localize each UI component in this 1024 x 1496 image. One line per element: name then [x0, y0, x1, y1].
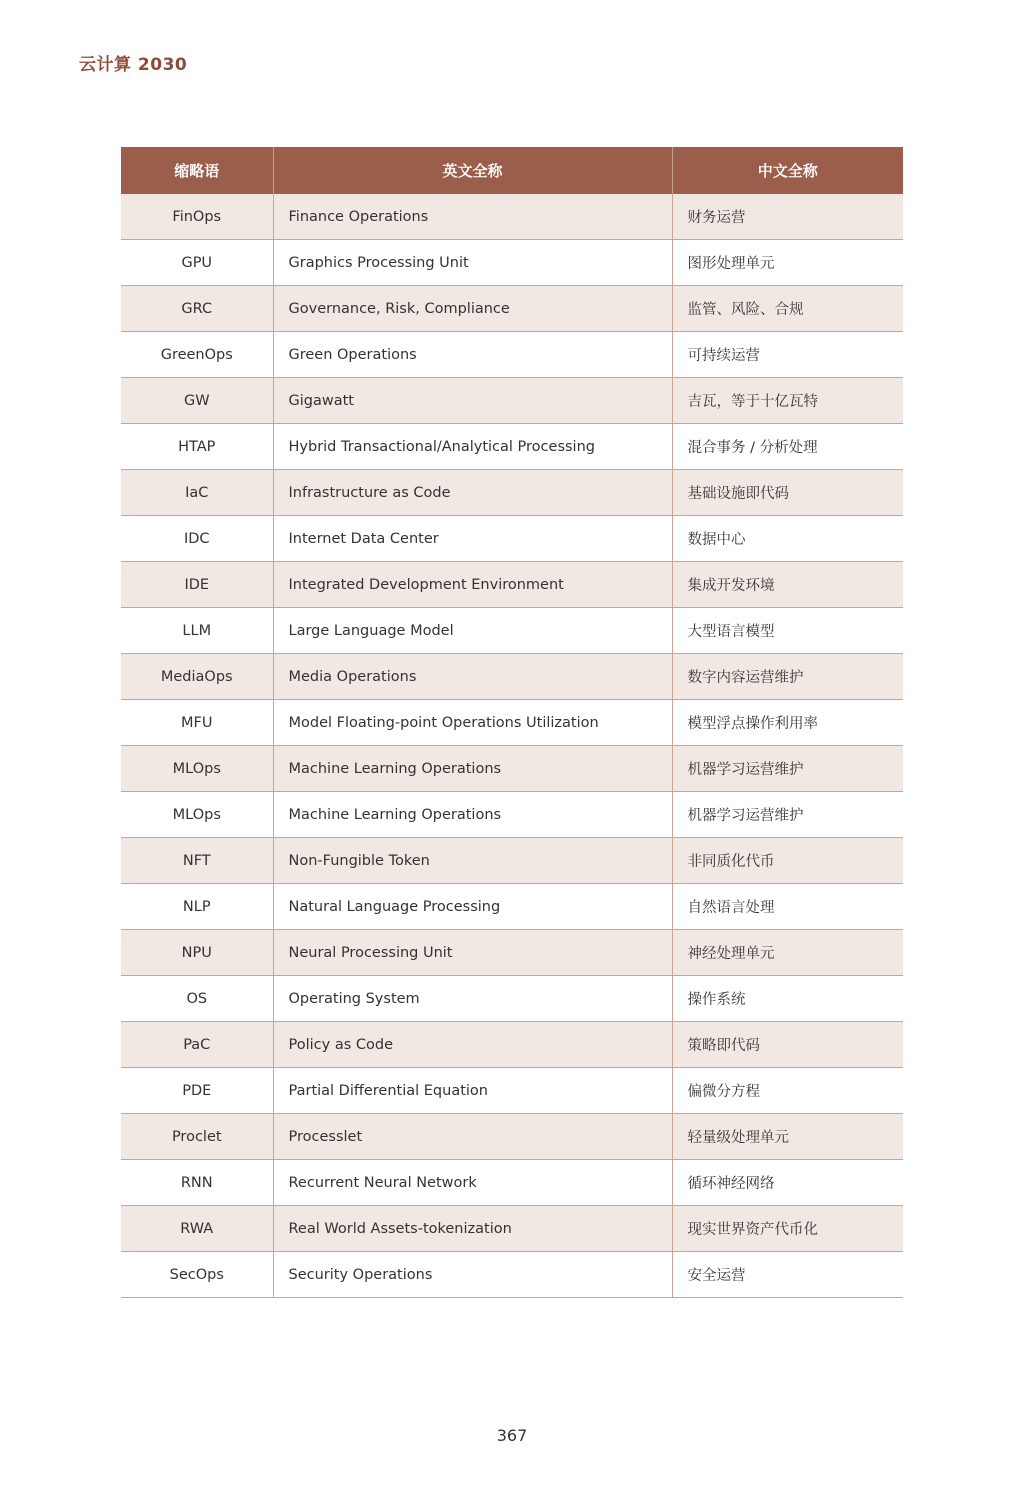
abbreviation-cell: IDC — [121, 516, 273, 562]
chinese-name-cell: 机器学习运营维护 — [672, 746, 903, 792]
english-name-cell: Policy as Code — [273, 1022, 672, 1068]
table-row — [121, 1022, 903, 1068]
chinese-name-cell: 策略即代码 — [672, 1022, 903, 1068]
chinese-name-cell: 基础设施即代码 — [672, 470, 903, 516]
english-name-cell: Partial Differential Equation — [273, 1068, 672, 1114]
chinese-name-cell: 循环神经网络 — [672, 1160, 903, 1206]
abbreviation-cell: HTAP — [121, 424, 273, 470]
abbreviation-cell: MLOps — [121, 746, 273, 792]
table-row — [121, 654, 903, 700]
english-name-cell: Real World Assets-tokenization — [273, 1206, 672, 1252]
abbreviation-cell: IDE — [121, 562, 273, 608]
abbreviation-cell: RNN — [121, 1160, 273, 1206]
table-row — [121, 1114, 903, 1160]
abbreviation-cell: NFT — [121, 838, 273, 884]
table-row — [121, 700, 903, 746]
table-row — [121, 286, 903, 332]
table-row — [121, 1206, 903, 1252]
chinese-name-cell: 数据中心 — [672, 516, 903, 562]
chinese-name-cell: 吉瓦，等于十亿瓦特 — [672, 378, 903, 424]
table-row — [121, 792, 903, 838]
english-name-cell: Security Operations — [273, 1252, 672, 1298]
english-name-cell: Non-Fungible Token — [273, 838, 672, 884]
abbreviation-cell: GW — [121, 378, 273, 424]
english-name-cell: Machine Learning Operations — [273, 746, 672, 792]
abbreviation-cell: MLOps — [121, 792, 273, 838]
abbreviation-cell: NLP — [121, 884, 273, 930]
abbreviation-cell: FinOps — [121, 194, 273, 240]
chinese-name-cell: 偏微分方程 — [672, 1068, 903, 1114]
english-name-cell: Processlet — [273, 1114, 672, 1160]
column-header-abbreviation: 缩略语 — [121, 147, 273, 194]
abbreviation-cell: LLM — [121, 608, 273, 654]
english-name-cell: Green Operations — [273, 332, 672, 378]
abbreviation-cell: NPU — [121, 930, 273, 976]
chinese-name-cell: 监管、风险、合规 — [672, 286, 903, 332]
chinese-name-cell: 现实世界资产代币化 — [672, 1206, 903, 1252]
abbreviation-cell: MediaOps — [121, 654, 273, 700]
chinese-name-cell: 机器学习运营维护 — [672, 792, 903, 838]
english-name-cell: Machine Learning Operations — [273, 792, 672, 838]
abbreviation-cell: IaC — [121, 470, 273, 516]
table-row — [121, 884, 903, 930]
table-row — [121, 1252, 903, 1298]
english-name-cell: Media Operations — [273, 654, 672, 700]
table-row — [121, 930, 903, 976]
chinese-name-cell: 可持续运营 — [672, 332, 903, 378]
table-row — [121, 746, 903, 792]
running-header-title: 云计算 2030 — [79, 55, 188, 75]
table-row — [121, 1160, 903, 1206]
column-header-chinese-name: 中文全称 — [672, 147, 903, 194]
abbreviation-cell: Proclet — [121, 1114, 273, 1160]
english-name-cell: Hybrid Transactional/Analytical Processing — [273, 424, 672, 470]
chinese-name-cell: 自然语言处理 — [672, 884, 903, 930]
english-name-cell: Large Language Model — [273, 608, 672, 654]
english-name-cell: Gigawatt — [273, 378, 672, 424]
column-header-english-name: 英文全称 — [273, 147, 672, 194]
abbreviation-cell: MFU — [121, 700, 273, 746]
english-name-cell: Model Floating-point Operations Utilization — [273, 700, 672, 746]
abbreviation-cell: OS — [121, 976, 273, 1022]
abbreviation-table — [121, 147, 903, 1298]
table-row — [121, 424, 903, 470]
table-row — [121, 1068, 903, 1114]
table-row — [121, 562, 903, 608]
chinese-name-cell: 操作系统 — [672, 976, 903, 1022]
abbreviation-cell: RWA — [121, 1206, 273, 1252]
abbreviation-cell: GPU — [121, 240, 273, 286]
page-number: 367 — [496, 1426, 528, 1445]
chinese-name-cell: 财务运营 — [672, 194, 903, 240]
english-name-cell: Graphics Processing Unit — [273, 240, 672, 286]
abbreviation-cell: SecOps — [121, 1252, 273, 1298]
english-name-cell: Governance, Risk, Compliance — [273, 286, 672, 332]
table-row — [121, 516, 903, 562]
abbreviation-cell: GRC — [121, 286, 273, 332]
table-row — [121, 470, 903, 516]
chinese-name-cell: 图形处理单元 — [672, 240, 903, 286]
table-row — [121, 194, 903, 240]
english-name-cell: Infrastructure as Code — [273, 470, 672, 516]
table-row — [121, 378, 903, 424]
english-name-cell: Neural Processing Unit — [273, 930, 672, 976]
table-row — [121, 332, 903, 378]
table-body — [121, 194, 903, 1298]
english-name-cell: Operating System — [273, 976, 672, 1022]
chinese-name-cell: 轻量级处理单元 — [672, 1114, 903, 1160]
chinese-name-cell: 混合事务 / 分析处理 — [672, 424, 903, 470]
chinese-name-cell: 集成开发环境 — [672, 562, 903, 608]
english-name-cell: Internet Data Center — [273, 516, 672, 562]
english-name-cell: Finance Operations — [273, 194, 672, 240]
chinese-name-cell: 数字内容运营维护 — [672, 654, 903, 700]
abbreviation-cell: PaC — [121, 1022, 273, 1068]
table-row — [121, 838, 903, 884]
english-name-cell: Integrated Development Environment — [273, 562, 672, 608]
chinese-name-cell: 模型浮点操作利用率 — [672, 700, 903, 746]
abbreviation-cell: PDE — [121, 1068, 273, 1114]
abbreviation-cell: GreenOps — [121, 332, 273, 378]
table-row — [121, 608, 903, 654]
english-name-cell: Natural Language Processing — [273, 884, 672, 930]
table-row — [121, 240, 903, 286]
chinese-name-cell: 安全运营 — [672, 1252, 903, 1298]
chinese-name-cell: 神经处理单元 — [672, 930, 903, 976]
table-header-row — [121, 147, 903, 194]
english-name-cell: Recurrent Neural Network — [273, 1160, 672, 1206]
chinese-name-cell: 大型语言模型 — [672, 608, 903, 654]
table-row — [121, 976, 903, 1022]
chinese-name-cell: 非同质化代币 — [672, 838, 903, 884]
